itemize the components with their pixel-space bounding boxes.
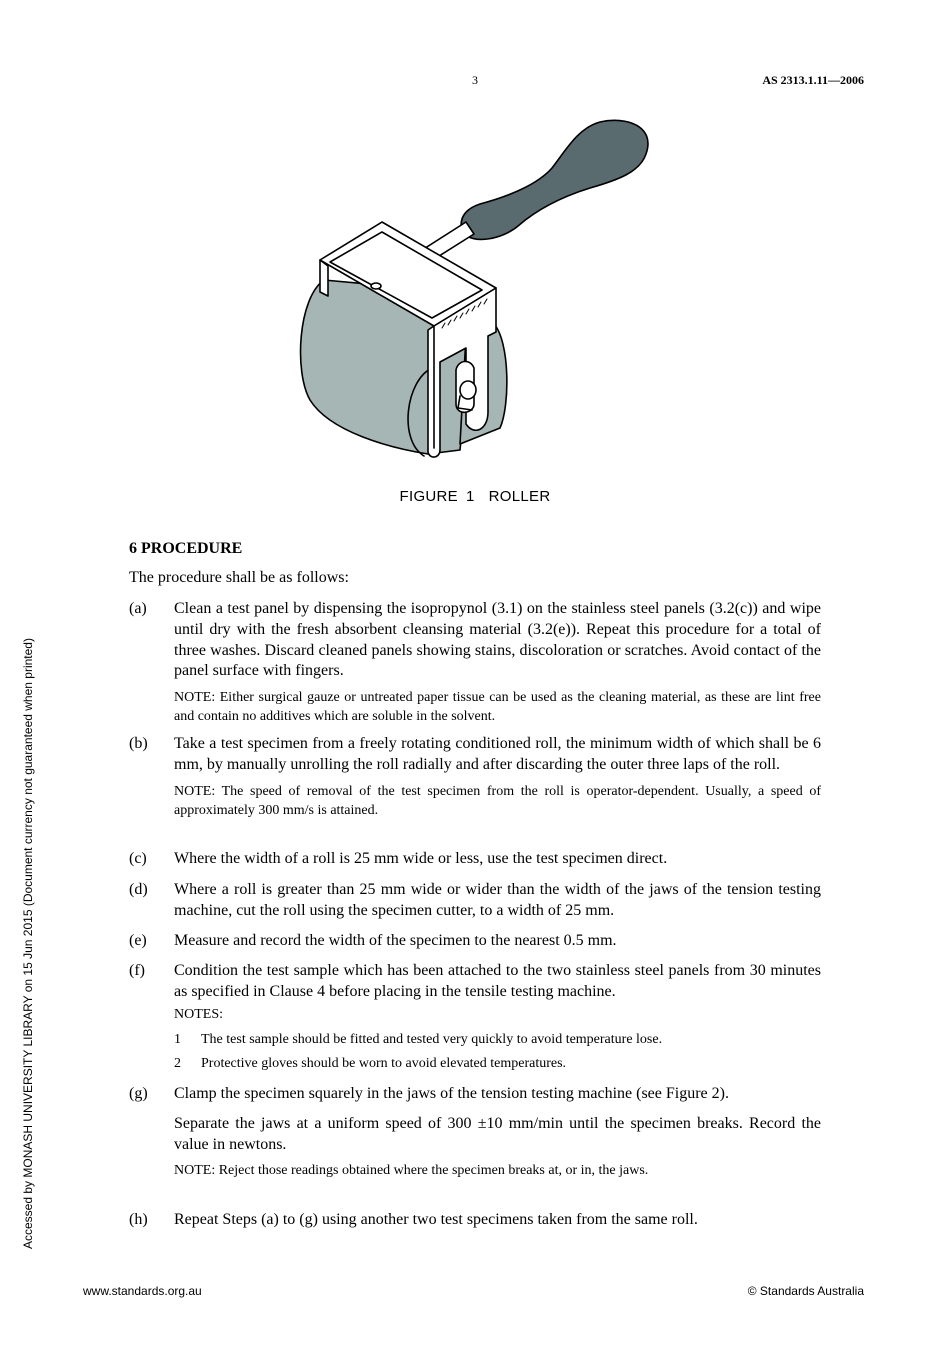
item-text: Where a roll is greater than 25 mm wide or wider than the width of the jaws of the tension testing machine, cut the roll using the specimen cutter, to a width of 25 mm. bbox=[174, 881, 821, 919]
item-notes-list bbox=[174, 1028, 821, 1076]
access-side-note: Accessed by MONASH UNIVERSITY LIBRARY on 15 Jun 2015 (Document currency not guaranteed when printed) bbox=[21, 638, 35, 1249]
item-text: Measure and record the width of the specimen to the nearest 0.5 mm. bbox=[174, 932, 617, 949]
procedure-item-b bbox=[129, 734, 821, 820]
item-text: Repeat Steps (a) to (g) using another two test specimens taken from the same roll. bbox=[174, 1211, 698, 1228]
procedure-item-a bbox=[129, 599, 821, 726]
procedure-item-e bbox=[129, 931, 821, 952]
item-text: Take a test specimen from a freely rotating conditioned roll, the minimum width of which shall be 6 mm, by manually unrolling the roll radially and after discarding the outer three laps of the roll. bbox=[174, 735, 821, 773]
procedure-section bbox=[129, 540, 821, 588]
procedure-item-c bbox=[129, 849, 821, 870]
procedure-item-f bbox=[129, 961, 821, 1076]
item-text: Condition the test sample which has been attached to the two stainless steel panels from 30 minutes as specified in Clause 4 before placing in the tensile testing machine. bbox=[174, 962, 821, 1000]
procedure-item-d bbox=[129, 880, 821, 922]
item-notes-heading: NOTES: bbox=[174, 1006, 223, 1022]
item-note: NOTE: The speed of removal of the test specimen from the roll is operator-dependent. Usually, a speed of approximately 300 mm/s is attained. bbox=[174, 783, 821, 818]
item-text-continued: Separate the jaws at a uniform speed of 300 ±10 mm/min until the specimen breaks. Record the value in newtons. bbox=[174, 1114, 821, 1153]
item-label: (a) bbox=[129, 600, 147, 617]
section-heading: 6 PROCEDURE bbox=[129, 540, 243, 557]
item-label: (g) bbox=[129, 1085, 148, 1102]
figure-title: ROLLER bbox=[488, 488, 551, 505]
note-list-item: 1 The test sample should be fitted and tested very quickly to avoid temperature lose. bbox=[174, 1031, 663, 1047]
item-text: Clean a test panel by dispensing the isopropynol (3.1) on the stainless steel panels (3.2(c)) and wipe until dry with the fresh absorbent cleansing material (3.2(e)). Repeat this procedure for a total of three washes. Discard cleaned panels showing stains, discoloration or scratches. Avoid contact of the panel surface with fingers. bbox=[174, 600, 821, 680]
item-note: NOTE: Either surgical gauze or untreated paper tissue can be used as the cleaning material, as these are lint free and contain no additives which are soluble in the solvent. bbox=[174, 690, 821, 725]
item-text: Clamp the specimen squarely in the jaws of the tension testing machine (see Figure 2). bbox=[174, 1085, 729, 1102]
item-label: (f) bbox=[129, 962, 145, 979]
item-label: (h) bbox=[129, 1211, 148, 1228]
figure-caption bbox=[0, 488, 950, 505]
section-intro: The procedure shall be as follows: bbox=[129, 569, 349, 586]
item-note: NOTE: Reject those readings obtained where the specimen breaks at, or in, the jaws. bbox=[174, 1163, 649, 1179]
standard-code: AS 2313.1.11—2006 bbox=[762, 73, 864, 87]
footer-copyright: © Standards Australia bbox=[747, 1284, 864, 1298]
figure-label: FIGURE bbox=[399, 488, 458, 505]
note-list-item: 2 Protective gloves should be worn to avoid elevated temperatures. bbox=[174, 1055, 567, 1071]
item-label: (b) bbox=[129, 735, 148, 752]
page-number: 3 bbox=[472, 73, 478, 87]
item-text: Where the width of a roll is 25 mm wide or less, use the test specimen direct. bbox=[174, 850, 668, 867]
item-label: (d) bbox=[129, 881, 148, 898]
item-label: (c) bbox=[129, 850, 147, 867]
procedure-item-h bbox=[129, 1210, 821, 1231]
roller-handle bbox=[461, 120, 648, 239]
figure-number: 1 bbox=[465, 488, 475, 505]
item-label: (e) bbox=[129, 932, 147, 949]
roller-figure bbox=[290, 110, 670, 470]
procedure-item-g bbox=[129, 1084, 821, 1180]
footer-website[interactable]: www.standards.org.au bbox=[83, 1284, 202, 1298]
